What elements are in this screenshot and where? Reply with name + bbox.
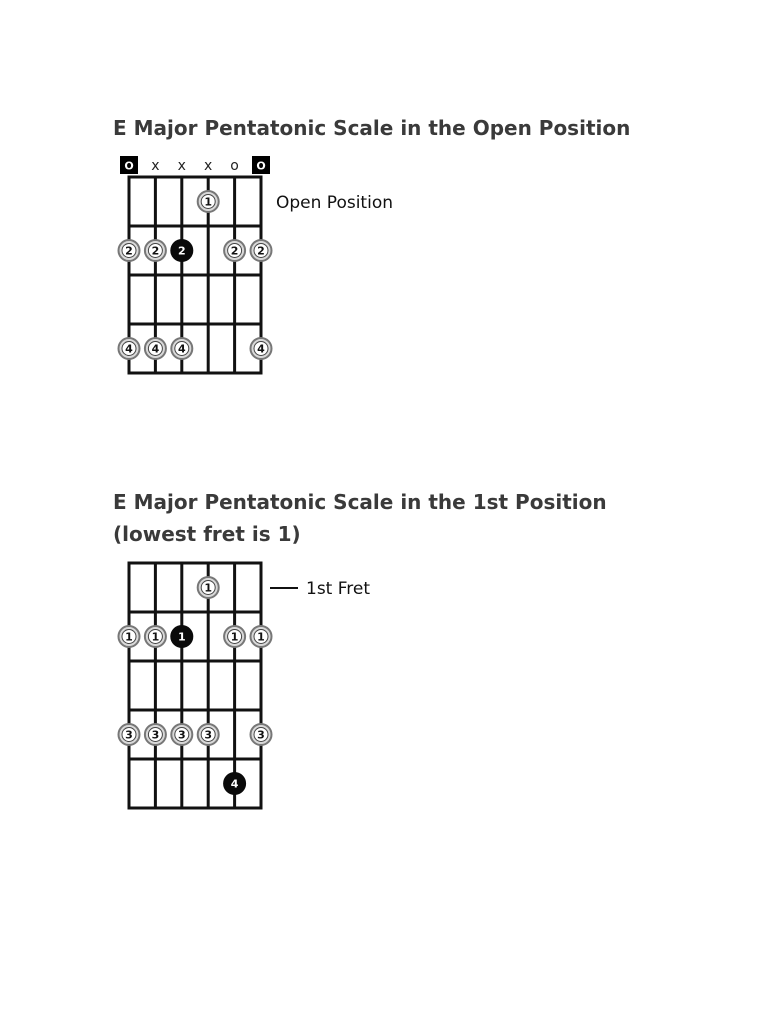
fretboard-diagram-open-position <box>0 150 420 382</box>
finger-dot <box>119 240 140 261</box>
finger-number: 3 <box>125 728 133 742</box>
open-string-symbol: O <box>256 159 266 173</box>
finger-number: 1 <box>204 195 213 209</box>
root-note-dot <box>224 773 245 794</box>
finger-number: 2 <box>257 244 265 258</box>
finger-number: 2 <box>125 244 133 258</box>
finger-dot <box>119 626 140 647</box>
string-marker <box>151 158 159 174</box>
finger-dot <box>224 240 245 261</box>
finger-dot <box>145 240 166 261</box>
finger-number: 1 <box>125 630 133 644</box>
finger-dot <box>171 724 192 745</box>
finger-dot <box>224 626 245 647</box>
fretboard-grid <box>128 563 263 808</box>
finger-number: 2 <box>151 244 160 258</box>
finger-number: 3 <box>177 728 186 742</box>
finger-number: 4 <box>125 342 133 356</box>
finger-dot <box>145 724 166 745</box>
finger-number: 1 <box>151 630 160 644</box>
heading-first-position-subtitle: (lowest fret is 1) <box>113 522 301 546</box>
finger-dot <box>198 577 219 598</box>
finger-number: 2 <box>230 244 239 258</box>
finger-number: 4 <box>177 342 186 356</box>
string-marker <box>204 158 212 174</box>
finger-number: 3 <box>151 728 160 742</box>
finger-number: 1 <box>230 630 239 644</box>
open-string-symbol: O <box>124 159 134 173</box>
muted-string-mark: x <box>204 158 213 174</box>
string-marker <box>120 156 138 174</box>
root-note-dot <box>171 240 192 261</box>
string-marker <box>230 158 239 174</box>
open-position-label: Open Position <box>276 193 393 213</box>
muted-string-mark: x <box>151 158 160 174</box>
fretboard-diagram-first-position <box>0 558 420 814</box>
finger-dot <box>119 338 140 359</box>
string-marker <box>178 158 186 174</box>
finger-number: 4 <box>257 342 265 356</box>
finger-dot <box>251 240 272 261</box>
finger-dot <box>145 338 166 359</box>
finger-number: 3 <box>257 728 265 742</box>
first-fret-label: 1st Fret <box>306 579 371 599</box>
finger-number: 4 <box>151 342 160 356</box>
root-note-dot <box>171 626 192 647</box>
finger-dot <box>251 724 272 745</box>
finger-dot <box>251 626 272 647</box>
finger-dot <box>145 626 166 647</box>
finger-number: 1 <box>177 630 186 644</box>
finger-dot <box>198 724 219 745</box>
open-string-mark: o <box>230 158 239 174</box>
finger-dot <box>119 724 140 745</box>
finger-number: 1 <box>257 630 265 644</box>
heading-first-position: E Major Pentatonic Scale in the 1st Position <box>113 490 607 514</box>
finger-dot <box>251 338 272 359</box>
finger-dot <box>198 191 219 212</box>
finger-number: 4 <box>230 777 239 791</box>
finger-number: 2 <box>177 244 186 258</box>
finger-number: 1 <box>204 581 213 595</box>
muted-string-mark: x <box>177 158 186 174</box>
string-marker <box>252 156 270 174</box>
finger-dot <box>171 338 192 359</box>
finger-number: 3 <box>204 728 213 742</box>
heading-open-position: E Major Pentatonic Scale in the Open Position <box>113 116 631 140</box>
